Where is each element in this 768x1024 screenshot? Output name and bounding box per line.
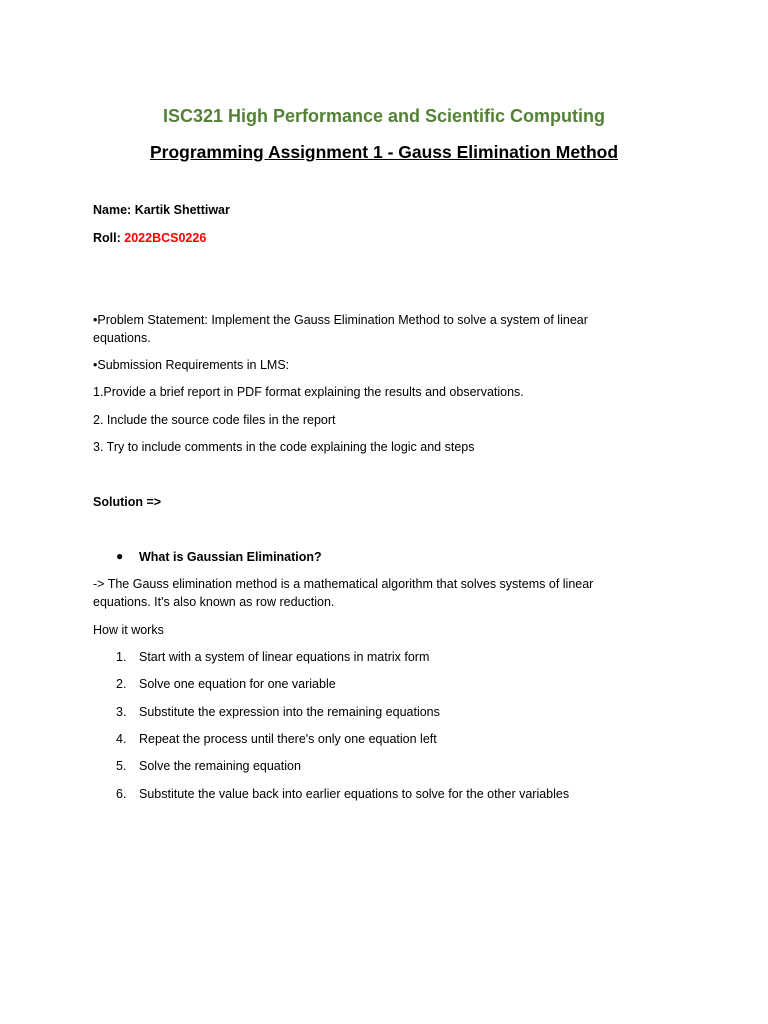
requirement-item: 1.Provide a brief report in PDF format explaining the results and observations. (93, 385, 524, 399)
step-text: Substitute the expression into the remaining equations (139, 705, 440, 719)
list-item (0, 785, 768, 803)
assignment-title: Programming Assignment 1 - Gauss Elimination Method (149, 142, 619, 162)
list-item (0, 648, 768, 666)
step-number: 3. (116, 705, 127, 719)
name-label: Name: (93, 203, 132, 217)
step-number: 4. (116, 732, 127, 746)
name-value: Kartik Shettiwar (134, 203, 230, 217)
list-item (0, 703, 768, 721)
step-number: 6. (116, 787, 127, 801)
step-text: Repeat the process until there's only one equation left (139, 732, 437, 746)
step-text: Substitute the value back into earlier equations to solve for the other variables (139, 787, 570, 801)
step-number: 2. (116, 677, 127, 691)
student-name-line (93, 201, 633, 219)
bullet-heading: What is Gaussian Elimination? (139, 550, 322, 564)
step-text: Start with a system of linear equations in matrix form (139, 650, 430, 664)
list-item (0, 757, 768, 775)
requirement-item: 2. Include the source code files in the report (93, 413, 336, 427)
step-number: 5. (116, 759, 127, 773)
requirement-item: 3. Try to include comments in the code explaining the logic and steps (93, 440, 475, 454)
roll-line (93, 229, 633, 247)
requirements-heading: •Submission Requirements in LMS: (93, 358, 290, 372)
list-item (0, 675, 768, 693)
course-title: ISC321 High Performance and Scientific Computing (162, 106, 606, 126)
gauss-description: -> The Gauss elimination method is a mathematical algorithm that solves systems of linear equations. It's also known as row reduction. (93, 577, 594, 609)
how-it-works-label: How it works (93, 623, 164, 637)
roll-label: Roll: (93, 231, 121, 245)
roll-value: 2022BCS0226 (124, 231, 207, 245)
step-text: Solve the remaining equation (139, 759, 301, 773)
step-number: 1. (116, 650, 127, 664)
problem-statement: •Problem Statement: Implement the Gauss Elimination Method to solve a system of linear equations. (93, 313, 588, 345)
list-item (0, 730, 768, 748)
bullet-dot-icon: ● (116, 549, 124, 563)
solution-heading: Solution => (93, 495, 162, 509)
step-text: Solve one equation for one variable (139, 677, 336, 691)
